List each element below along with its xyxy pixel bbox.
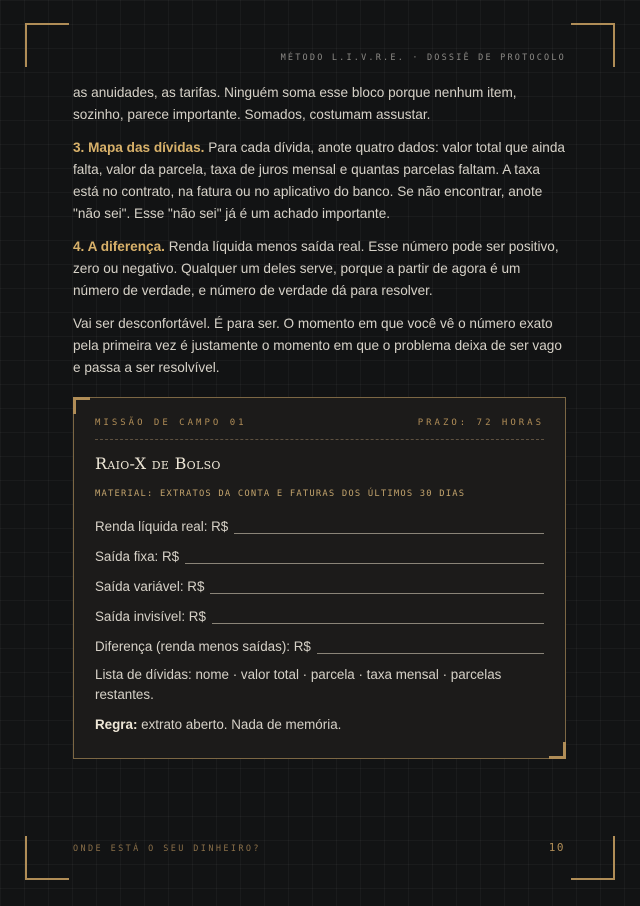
corner-ornament-top-left <box>25 23 69 67</box>
mission-header <box>95 418 544 428</box>
card-corner-accent <box>563 742 566 759</box>
field-net-income[interactable] <box>95 514 544 534</box>
rule-label: Regra: <box>95 717 138 732</box>
mission-deadline: PRAZO: 72 HORAS <box>417 418 544 428</box>
paragraph-debt-map <box>73 137 567 225</box>
paragraph-difference <box>73 236 567 302</box>
fill-in-line[interactable] <box>212 610 544 624</box>
field-label: Saída variável: R$ <box>95 579 205 594</box>
field-variable-expenses[interactable] <box>95 574 544 594</box>
field-invisible-expenses[interactable] <box>95 604 544 624</box>
rule-text: extrato aberto. Nada de memória. <box>137 717 342 732</box>
field-difference[interactable] <box>95 634 544 654</box>
field-label: Renda líquida real: R$ <box>95 519 229 534</box>
fill-in-line[interactable] <box>234 520 544 534</box>
mission-rule <box>95 715 544 735</box>
body-text <box>73 82 567 390</box>
step-text-debt-map: Para cada dívida, anote quatro dados: valor total que ainda falta, valor da parcela, taxa de juros mensal e quantas parcelas faltam. A taxa está no contrato, na fatura ou no aplicativo do banco. Se não encontrar, anote "não sei". Esse "não sei" já é um achado importante. <box>73 140 565 221</box>
mission-label: MISSÃO DE CAMPO 01 <box>95 418 247 428</box>
dashed-divider <box>95 439 544 440</box>
field-fixed-expenses[interactable] <box>95 544 544 564</box>
step-heading-difference: 4. A diferença. <box>73 239 165 254</box>
field-label: Diferença (renda menos saídas): R$ <box>95 639 311 654</box>
corner-ornament-bottom-right <box>571 836 615 880</box>
running-header: MÉTODO L.I.V.R.E. · DOSSIÊ DE PROTOCOLO <box>280 53 566 63</box>
paragraph-closing: Vai ser desconfortável. É para ser. O momento em que você vê o número exato pela primeira vez é justamente o momento em que o problema deixa de ser vago e passa a ser resolvível. <box>73 316 562 375</box>
card-corner-accent <box>73 397 76 414</box>
mission-title: Raio-X de Bolso <box>95 454 221 473</box>
field-label: Saída fixa: R$ <box>95 549 180 564</box>
field-label: Saída invisível: R$ <box>95 609 206 624</box>
fill-in-line[interactable] <box>317 640 544 654</box>
mission-card <box>73 397 566 759</box>
corner-ornament-bottom-left <box>25 836 69 880</box>
step-text-difference: Renda líquida menos saída real. Esse número pode ser positivo, zero ou negativo. Qualquer um deles serve, porque a partir de agora é um número de verdade, e número de verdade dá para resolver. <box>73 239 559 298</box>
mission-material: MATERIAL: EXTRATOS DA CONTA E FATURAS DOS ÚLTIMOS 30 DIAS <box>95 489 466 499</box>
debt-list-instructions: Lista de dívidas: nome · valor total · parcela · taxa mensal · parcelas restantes. <box>95 667 502 702</box>
running-footer: ONDE ESTÁ O SEU DINHEIRO? <box>73 844 261 854</box>
step-heading-debt-map: 3. Mapa das dívidas. <box>73 140 205 155</box>
paragraph-intro: as anuidades, as tarifas. Ninguém soma esse bloco porque nenhum item, sozinho, parece importante. Somados, costumam assustar. <box>73 85 517 122</box>
corner-ornament-top-right <box>571 23 615 67</box>
fill-in-line[interactable] <box>210 580 544 594</box>
fill-in-line[interactable] <box>185 550 544 564</box>
page-number: 10 <box>548 841 565 854</box>
